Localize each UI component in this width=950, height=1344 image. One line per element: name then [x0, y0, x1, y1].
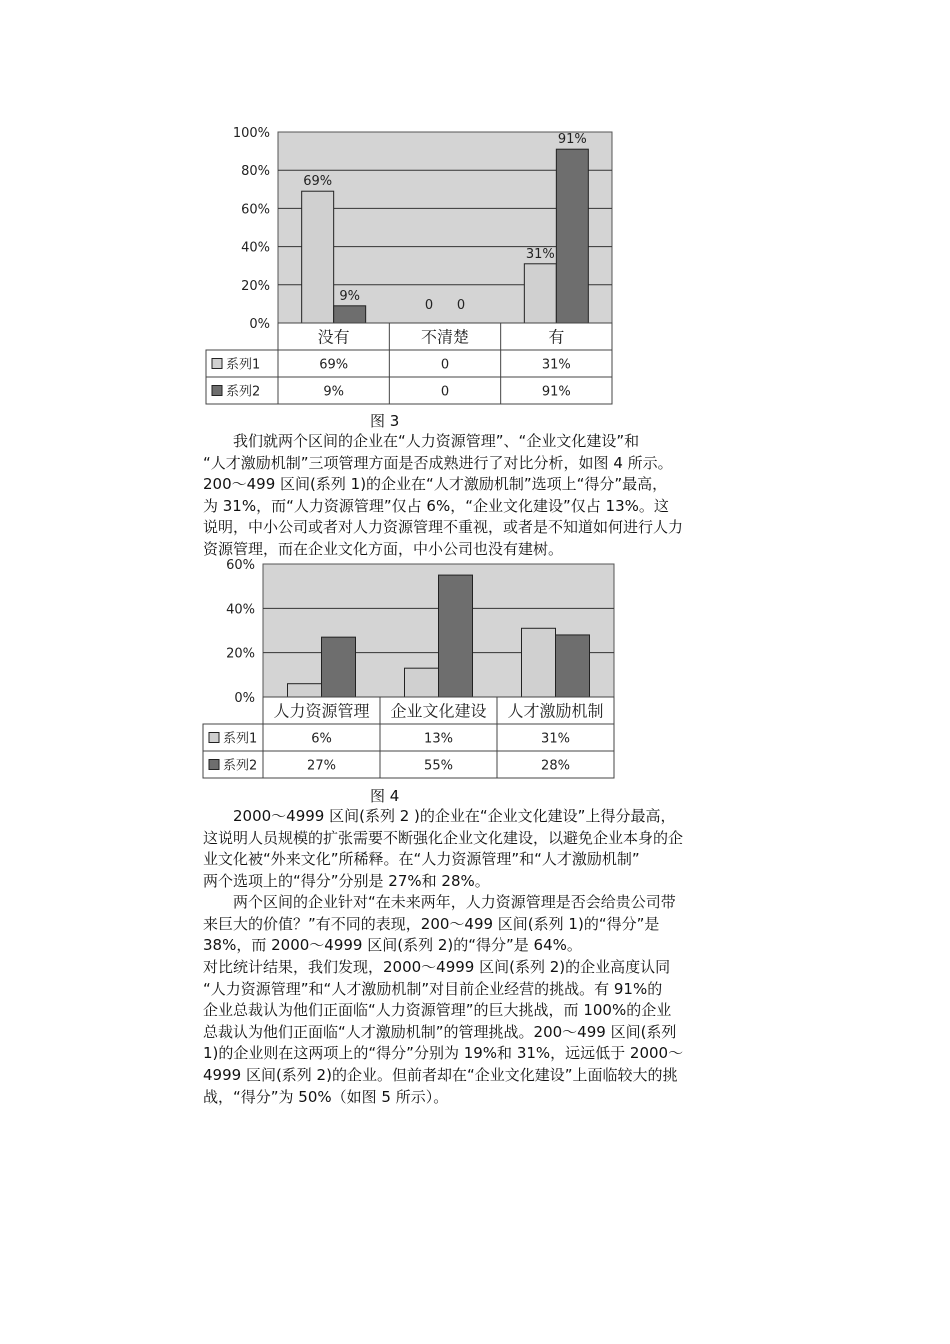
para4-line: 4999 区间(系列 2)的企业。但前者却在“企业文化建设”上面临较大的挑: [203, 1065, 678, 1084]
para2-line: 这说明人员规模的扩张需要不断强化企业文化建设，以避免企业本身的企: [203, 828, 684, 847]
paragraph-2: [203, 806, 751, 892]
table-cell-value: 55%: [424, 758, 453, 774]
y-tick-label: 20%: [241, 278, 270, 294]
table-cell-value: 0: [440, 384, 450, 400]
y-tick-label: 60%: [241, 202, 270, 218]
para4-line: “人力资源管理”和“人才激励机制”对目前企业经营的挑战。有 91%的: [203, 979, 663, 998]
para1-line: 为 31%，而“人力资源管理”仅占 6%，“企业文化建设”仅占 13%。这: [203, 496, 669, 515]
para1-line: 我们就两个区间的企业在“人力资源管理”、“企业文化建设”和: [233, 432, 640, 450]
category-label: 有: [548, 327, 565, 347]
y-tick-label: 40%: [226, 602, 255, 618]
bar-data-label: 31%: [525, 246, 555, 262]
para3-line: 两个区间的企业针对“在未来两年，人力资源管理是否会给贵公司带: [233, 893, 676, 911]
paragraph-4: [203, 957, 751, 1108]
para4-line: 1)的企业则在这两项上的“得分”分别为 19%和 31%，远远低于 2000～: [203, 1044, 684, 1063]
paragraph-3: [203, 892, 751, 957]
legend-swatch: [209, 760, 219, 770]
para1-line: “人才激励机制”三项管理方面是否成熟进行了对比分析，如图 4 所示。: [203, 453, 673, 472]
bar: [322, 637, 356, 697]
y-tick-label: 40%: [241, 240, 270, 256]
para2-line: 2000～4999 区间(系列 2 )的企业在“企业文化建设”上得分最高，: [233, 807, 676, 825]
table-cell-value: 6%: [311, 731, 332, 747]
para1-line: 200～499 区间(系列 1)的企业在“人才激励机制”选项上“得分”最高，: [203, 475, 668, 494]
bar-data-label: 9%: [339, 288, 360, 304]
bar: [405, 668, 439, 697]
table-cell-value: 9%: [323, 384, 344, 400]
category-label: 人才激励机制: [507, 701, 604, 721]
table-cell-value: 69%: [319, 357, 349, 373]
category-label: 没有: [317, 327, 350, 347]
figure-3-caption: 图 3: [370, 412, 400, 430]
y-tick-label: 100%: [232, 126, 270, 141]
para1-line: 说明，中小公司或者对人力资源管理不重视，或者是不知道如何进行人力: [203, 518, 684, 537]
para2-line: 业文化被“外来文化”所稀释。在“人力资源管理”和“人才激励机制”: [203, 850, 640, 869]
y-tick-label: 0%: [234, 691, 255, 706]
legend-series-name: 系列2: [226, 384, 261, 400]
bar-data-label: 0: [456, 298, 466, 313]
y-tick-label: 80%: [241, 164, 270, 180]
para2-line: 两个选项上的“得分”分别是 27%和 28%。: [203, 871, 490, 890]
para4-line: 战，“得分”为 50%（如图 5 所示）。: [203, 1087, 449, 1106]
bar-data-label: 91%: [557, 132, 587, 148]
para4-line: 企业总裁认为他们正面临“人力资源管理”的巨大挑战，而 100%的企业: [203, 1001, 672, 1020]
table-cell-value: 13%: [424, 731, 453, 747]
table-cell-value: 28%: [541, 758, 570, 774]
category-label: 企业文化建设: [390, 701, 487, 721]
bar-data-label: 0: [424, 298, 434, 313]
bar: [288, 684, 322, 697]
legend-swatch: [209, 733, 219, 743]
table-cell-value: 27%: [307, 758, 336, 774]
y-tick-label: 0%: [249, 317, 270, 332]
table-cell-value: 91%: [541, 384, 571, 400]
bar: [439, 575, 473, 697]
para3-line: 来巨大的价值？”有不同的表现，200～499 区间(系列 1)的“得分”是: [203, 914, 660, 933]
legend-series-name: 系列2: [223, 758, 258, 774]
para4-line: 总裁认为他们正面临“人才激励机制”的管理挑战。200～499 区间(系列: [203, 1022, 677, 1041]
bar: [556, 635, 590, 697]
y-tick-label: 60%: [226, 558, 255, 573]
para4-line: 对比统计结果，我们发现，2000～4999 区间(系列 2)的企业高度认同: [203, 958, 671, 976]
table-cell-value: 0: [440, 357, 450, 373]
para3-line: 38%，而 2000～4999 区间(系列 2)的“得分”是 64%。: [203, 936, 582, 955]
y-tick-label: 20%: [226, 646, 255, 662]
table-cell-value: 31%: [541, 357, 571, 373]
figure-4-caption: 图 4: [370, 787, 400, 805]
category-label: 人力资源管理: [273, 701, 370, 721]
para1-line: 资源管理，而在企业文化方面，中小公司也没有建树。: [203, 539, 564, 558]
legend-series-name: 系列1: [226, 357, 261, 373]
bar: [522, 628, 556, 697]
bar-data-label: 69%: [303, 174, 333, 190]
legend-series-name: 系列1: [223, 731, 258, 747]
table-cell-value: 31%: [541, 731, 570, 747]
category-label: 不清楚: [420, 327, 470, 347]
